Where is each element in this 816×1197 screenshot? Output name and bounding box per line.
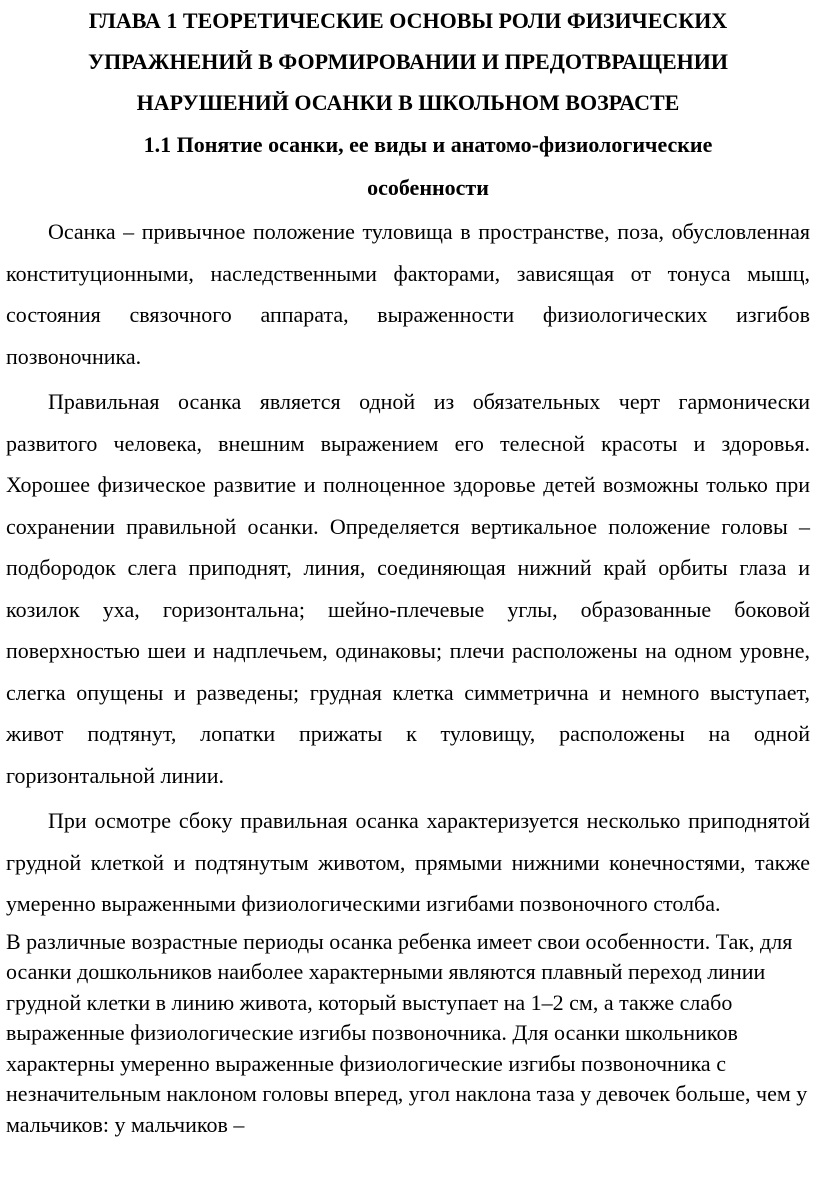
paragraph-definition: Осанка – привычное положение туловища в пространстве, поза, обусловленная конституционными, наследственными факторами, зависящая от тонуса мышц, состояния связочного аппарата, выраженности физиологических изгибов позвоночника. bbox=[6, 219, 810, 369]
paragraph-correct-posture: Правильная осанка является одной из обязательных черт гармонически развитого человека, внешним выражением его телесной красоты и здоровья. Хорошее физическое развитие и полноценное здоровье детей возможны только при сохранении правильной осанки. Определяется вертикальное положение головы – подбородок слега приподнят, линия, соединяющая нижний край орбиты глаза и козилок уха, горизонтальна; шейно-плечевые углы, образованные боковой поверхностью шеи и надплечьем, одинаковы; плечи расположены на одном уровне, слегка опущены и разведены; грудная клетка симметрична и немного выступает, живот подтянут, лопатки прижаты к туловищу, расположены на одной горизонтальной линии. bbox=[6, 389, 810, 788]
section-title-line-2: особенности bbox=[367, 175, 489, 200]
chapter-title-line-3: НАРУШЕНИЙ ОСАНКИ В ШКОЛЬНОМ ВОЗРАСТЕ bbox=[136, 90, 680, 115]
paragraph-age-periods: В различные возрастные периоды осанка ребенка имеет свои особенности. Так, для осанки дошкольников наиболее характерными являются плавный переход линии грудной клетки в линию живота, который выступает на 1–2 см, а также слабо выраженные физиологические изгибы позвоночника. Для осанки школьников характерны умеренно выраженные физиологические изгибы позвоночника с незначительным наклоном головы вперед, угол наклона таза у девочек больше, чем у мальчиков: у мальчиков – bbox=[6, 928, 808, 1137]
chapter-title-line-1: ГЛАВА 1 ТЕОРЕТИЧЕСКИЕ ОСНОВЫ РОЛИ ФИЗИЧЕСКИХ bbox=[88, 8, 728, 33]
section-title-line-1: 1.1 Понятие осанки, ее виды и анатомо-физиологические bbox=[143, 132, 713, 157]
paragraph-side-view: При осмотре сбоку правильная осанка характеризуется несколько приподнятой грудной клеткой и подтянутым животом, прямыми нижними конечностями, также умеренно выраженными физиологическими изгибами позвоночного столба. bbox=[6, 808, 810, 916]
chapter-title bbox=[6, 0, 810, 123]
chapter-title-line-2: УПРАЖНЕНИЙ В ФОРМИРОВАНИИ И ПРЕДОТВРАЩЕНИИ bbox=[87, 49, 729, 74]
section-title bbox=[6, 123, 810, 209]
